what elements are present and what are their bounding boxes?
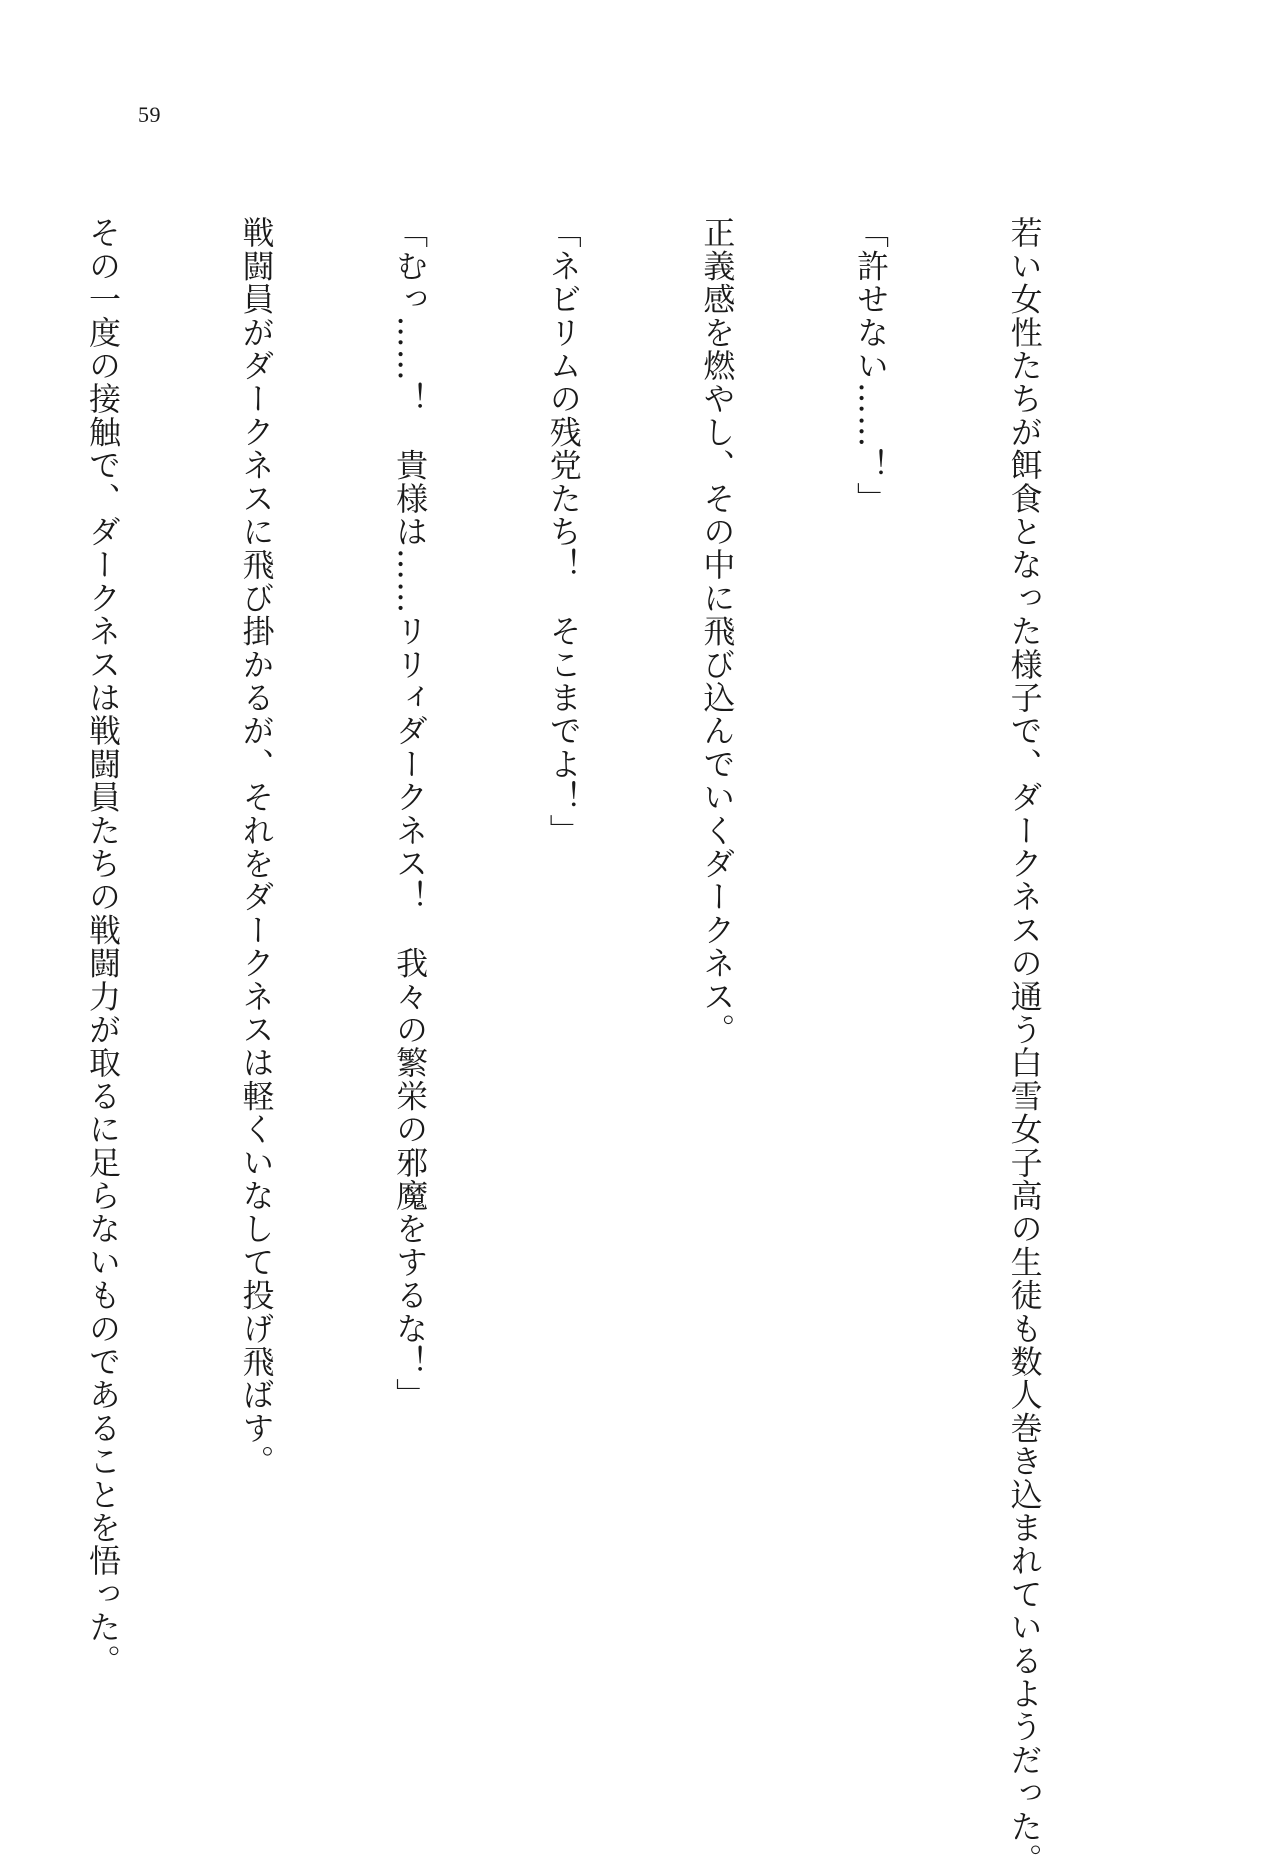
- text-line: 戦闘員がダークネスに飛び掛かるが、それをダークネスは軽くいなして投げ飛ばす。: [237, 216, 276, 1478]
- text-line: 若い女性たちが餌食となった様子で、ダークネスの通う白雪女子高の生徒も数人巻き込まれているようだった。: [1005, 216, 1044, 1876]
- text-line: 正義感を燃やし、その中に飛び込んでいくダークネス。: [698, 216, 737, 1046]
- text-line: 「むっ……！ 貴様は……リリィダークネス！ 我々の繁栄の邪魔をするな！」: [391, 216, 430, 1412]
- text-line: その一度の接触で、ダークネスは戦闘員たちの戦闘力が取るに足らないものであることを悟った。: [83, 216, 122, 1677]
- text-line: 「許せない……！」: [851, 216, 890, 515]
- page-number: 59: [138, 102, 161, 127]
- text-line: 「ネビリムの残党たち！ そこまでよ！」: [544, 216, 583, 847]
- body-text: [0, 216, 1152, 1876]
